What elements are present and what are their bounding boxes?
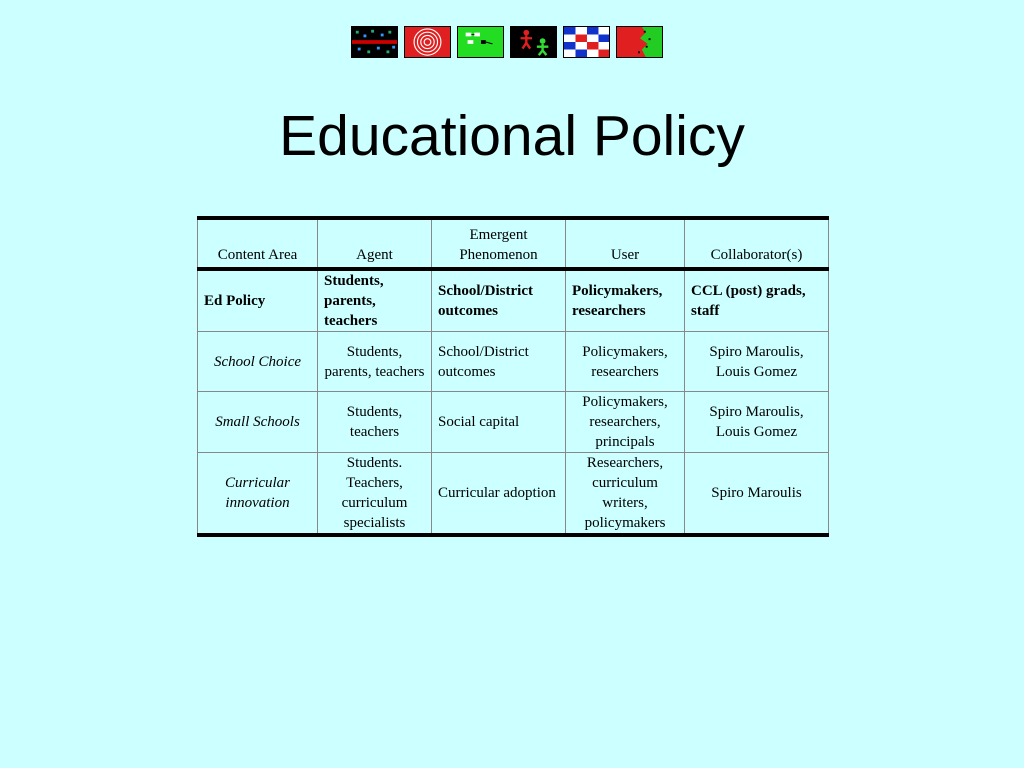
cell-content-area: School Choice [198, 332, 318, 392]
cell-content-area: Small Schools [198, 392, 318, 453]
table-row [198, 392, 829, 453]
cell-user: Policymakers, researchers [566, 332, 685, 392]
concentric-circles-icon [404, 26, 451, 58]
cell-emergent-phenomenon: Curricular adoption [432, 453, 566, 536]
cell-collaborators: Spiro Maroulis [685, 453, 829, 536]
cell-user: Researchers, curriculum writers, policymakers [566, 453, 685, 536]
cell-collaborators: CCL (post) grads, staff [685, 269, 829, 332]
header-user: User [566, 218, 685, 269]
cell-emergent-phenomenon: Social capital [432, 392, 566, 453]
policy-table [197, 216, 829, 537]
slide-title: Educational Policy [279, 104, 745, 168]
cell-content-area: Curricular innovation [198, 453, 318, 536]
cell-agent: Students, teachers [318, 392, 432, 453]
cell-emergent-phenomenon: School/District outcomes [432, 269, 566, 332]
cell-collaborators: Spiro Maroulis, Louis Gomez [685, 392, 829, 453]
header-content-area: Content Area [198, 218, 318, 269]
cell-user: Policymakers, researchers [566, 269, 685, 332]
table-row [198, 332, 829, 392]
cell-emergent-phenomenon: School/District outcomes [432, 332, 566, 392]
flowchart-icon [457, 26, 504, 58]
dots-network-icon [351, 26, 398, 58]
icon-strip [351, 26, 663, 58]
header-agent: Agent [318, 218, 432, 269]
cell-content-area: Ed Policy [198, 269, 318, 332]
table-row [198, 453, 829, 536]
cell-collaborators: Spiro Maroulis, Louis Gomez [685, 332, 829, 392]
table-header-row [198, 218, 829, 269]
red-green-noise-icon [616, 26, 663, 58]
table-row [198, 269, 829, 332]
checker-grid-icon [563, 26, 610, 58]
cell-agent: Students, parents, teachers [318, 269, 432, 332]
cell-user: Policymakers, researchers, principals [566, 392, 685, 453]
header-collaborators: Collaborator(s) [685, 218, 829, 269]
header-emergent-phenomenon: Emergent Phenomenon [432, 218, 566, 269]
cell-agent: Students. Teachers, curriculum specialists [318, 453, 432, 536]
cell-agent: Students, parents, teachers [318, 332, 432, 392]
figures-icon [510, 26, 557, 58]
